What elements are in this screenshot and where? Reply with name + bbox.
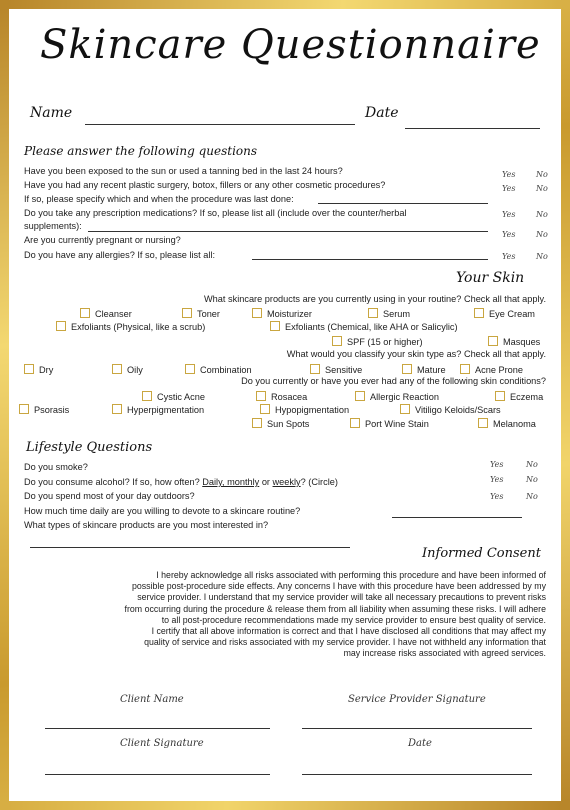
- option-sensitive[interactable]: Sensitive: [310, 364, 362, 375]
- consent-line: possible post-procedure side effects. Any concerns I have with this procedure have been addressed by my: [131, 581, 546, 592]
- checkbox[interactable]: [80, 308, 90, 318]
- checkbox[interactable]: [460, 364, 470, 374]
- checkbox[interactable]: [310, 364, 320, 374]
- question-allergies: Do you have any allergies? If so, please list all:: [24, 250, 215, 260]
- question-cosmetic-procedures: Have you had any recent plastic surgery, botox, fillers or any other cosmetic procedures?: [24, 180, 386, 190]
- option-sun-spots[interactable]: Sun Spots: [252, 418, 309, 429]
- section-heading-lifestyle: Lifestyle Questions: [26, 440, 153, 455]
- checkbox[interactable]: [270, 321, 280, 331]
- option-spf[interactable]: SPF (15 or higher): [332, 336, 423, 347]
- question-skin-conditions: Do you currently or have you ever had any of the following skin conditions?: [241, 376, 546, 386]
- question-sun-exposure: Have you been exposed to the sun or used a tanning bed in the last 24 hours?: [24, 166, 343, 176]
- consent-line: to all post-procedure recommendations made my service provider to ensure best quality of service.: [161, 614, 546, 625]
- no-option[interactable]: No: [526, 475, 538, 484]
- consent-paragraph: [28, 570, 546, 660]
- option-vitiligo-keloids[interactable]: Vitiligo Keloids/Scars: [400, 404, 501, 415]
- checkbox[interactable]: [112, 404, 122, 414]
- option-oily[interactable]: Oily: [112, 364, 143, 375]
- page-title: Skincare Questionnaire: [40, 22, 541, 68]
- consent-line: service provider. I understand that my service provider will take all necessary precautions to prevent risks: [137, 592, 546, 603]
- checkbox[interactable]: [400, 404, 410, 414]
- consent-line: I certify that all above information is correct and that I have disclosed all conditions that may affect my: [151, 626, 546, 637]
- section-heading-questions: Please answer the following questions: [24, 144, 258, 158]
- option-combination[interactable]: Combination: [185, 364, 252, 375]
- procedure-details-field[interactable]: [318, 203, 488, 204]
- question-smoke: Do you smoke?: [24, 462, 88, 472]
- checkbox[interactable]: [56, 321, 66, 331]
- option-mature[interactable]: Mature: [402, 364, 446, 375]
- option-dry[interactable]: Dry: [24, 364, 53, 375]
- name-field[interactable]: [85, 124, 355, 125]
- question-alcohol: Do you consume alcohol? If so, how often? Daily, monthly or weekly? (Circle): [24, 477, 338, 487]
- no-option[interactable]: No: [536, 210, 548, 219]
- option-cystic-acne[interactable]: Cystic Acne: [142, 391, 205, 402]
- option-rosacea[interactable]: Rosacea: [256, 391, 307, 402]
- checkbox[interactable]: [488, 336, 498, 346]
- checkbox[interactable]: [368, 308, 378, 318]
- client-name-field[interactable]: [45, 728, 270, 729]
- consent-line: quality of service and risks associated with my service provider. I have not withheld any information that: [144, 637, 546, 648]
- option-masques[interactable]: Masques: [488, 336, 540, 347]
- name-label: Name: [30, 105, 73, 121]
- yes-option[interactable]: Yes: [490, 460, 504, 469]
- checkbox[interactable]: [24, 364, 34, 374]
- no-option[interactable]: No: [536, 230, 548, 239]
- routine-time-field[interactable]: [392, 517, 522, 518]
- option-hypopigmentation[interactable]: Hypopigmentation: [260, 404, 349, 415]
- no-option[interactable]: No: [536, 184, 548, 193]
- consent-line: from occurring during the procedure & release them from all liability when assuming these risks. I will adhere: [124, 603, 546, 614]
- consent-line: I hereby acknowledge all risks associated with performing this procedure and have been informed of: [156, 570, 546, 580]
- option-acne-prone[interactable]: Acne Prone: [460, 364, 523, 375]
- yes-option[interactable]: Yes: [502, 252, 516, 261]
- checkbox[interactable]: [474, 308, 484, 318]
- alcohol-weekly[interactable]: weekly: [272, 477, 301, 487]
- section-heading-consent: Informed Consent: [422, 546, 541, 561]
- products-interest-field[interactable]: [30, 547, 350, 548]
- checkbox[interactable]: [142, 391, 152, 401]
- date-field[interactable]: [405, 128, 540, 129]
- yes-option[interactable]: Yes: [490, 475, 504, 484]
- no-option[interactable]: No: [526, 492, 538, 501]
- question-products-interest: What types of skincare products are you most interested in?: [24, 520, 269, 530]
- checkbox[interactable]: [402, 364, 412, 374]
- option-eczema[interactable]: Eczema: [495, 391, 543, 402]
- question-routine-time: How much time daily are you willing to devote to a skincare routine?: [24, 506, 301, 516]
- option-cleanser[interactable]: Cleanser: [80, 308, 132, 319]
- checkbox[interactable]: [112, 364, 122, 374]
- client-signature-field[interactable]: [45, 774, 270, 775]
- option-melanoma[interactable]: Melanoma: [478, 418, 536, 429]
- checkbox[interactable]: [478, 418, 488, 428]
- question-procedure-details: If so, please specify which and when the procedure was last done:: [24, 194, 294, 204]
- question-outdoors: Do you spend most of your day outdoors?: [24, 491, 195, 501]
- checkbox[interactable]: [355, 391, 365, 401]
- checkbox[interactable]: [350, 418, 360, 428]
- option-hyperpigmentation[interactable]: Hyperpigmentation: [112, 404, 204, 415]
- yes-option[interactable]: Yes: [502, 210, 516, 219]
- signature-date-label: Date: [408, 738, 432, 749]
- signature-date-field[interactable]: [302, 774, 532, 775]
- checkbox[interactable]: [260, 404, 270, 414]
- provider-signature-field[interactable]: [302, 728, 532, 729]
- date-label: Date: [365, 105, 399, 121]
- option-exfoliants-physical[interactable]: Exfoliants (Physical, like a scrub): [56, 321, 205, 332]
- option-psorasis[interactable]: Psorasis: [19, 404, 69, 415]
- option-serum[interactable]: Serum: [368, 308, 410, 319]
- allergies-field[interactable]: [252, 259, 488, 260]
- checkbox[interactable]: [256, 391, 266, 401]
- checkbox[interactable]: [182, 308, 192, 318]
- consent-line: may increase risks associated with agreed services.: [343, 648, 546, 659]
- yes-option[interactable]: Yes: [502, 184, 516, 193]
- section-heading-your-skin: Your Skin: [456, 270, 525, 286]
- checkbox[interactable]: [252, 418, 262, 428]
- yes-option[interactable]: Yes: [502, 230, 516, 239]
- option-port-wine-stain[interactable]: Port Wine Stain: [350, 418, 429, 429]
- yes-option[interactable]: Yes: [490, 492, 504, 501]
- alcohol-daily-monthly[interactable]: Daily, monthly: [202, 477, 260, 487]
- checkbox[interactable]: [185, 364, 195, 374]
- medications-field[interactable]: [88, 231, 488, 232]
- no-option[interactable]: No: [536, 252, 548, 261]
- checkbox[interactable]: [252, 308, 262, 318]
- question-skin-type: What would you classify your skin type as? Check all that apply.: [286, 349, 546, 359]
- question-pregnant: Are you currently pregnant or nursing?: [24, 235, 181, 245]
- client-signature-label: Client Signature: [120, 738, 204, 749]
- no-option[interactable]: No: [536, 170, 548, 179]
- provider-signature-label: Service Provider Signature: [348, 694, 486, 705]
- option-exfoliants-chemical[interactable]: Exfoliants (Chemical, like AHA or Salicylic): [270, 321, 458, 332]
- checkbox[interactable]: [19, 404, 29, 414]
- question-medications: Do you take any prescription medications? If so, please list all (include over the counter/herbal: [24, 208, 407, 218]
- yes-option[interactable]: Yes: [502, 170, 516, 179]
- question-medications-cont: supplements):: [24, 221, 82, 231]
- checkbox[interactable]: [332, 336, 342, 346]
- checkbox[interactable]: [495, 391, 505, 401]
- option-moisturizer[interactable]: Moisturizer: [252, 308, 312, 319]
- client-name-label: Client Name: [120, 694, 184, 705]
- option-allergic-reaction[interactable]: Allergic Reaction: [355, 391, 439, 402]
- option-toner[interactable]: Toner: [182, 308, 220, 319]
- question-products: What skincare products are you currently using in your routine? Check all that apply.: [204, 294, 546, 304]
- no-option[interactable]: No: [526, 460, 538, 469]
- option-eye-cream[interactable]: Eye Cream: [474, 308, 535, 319]
